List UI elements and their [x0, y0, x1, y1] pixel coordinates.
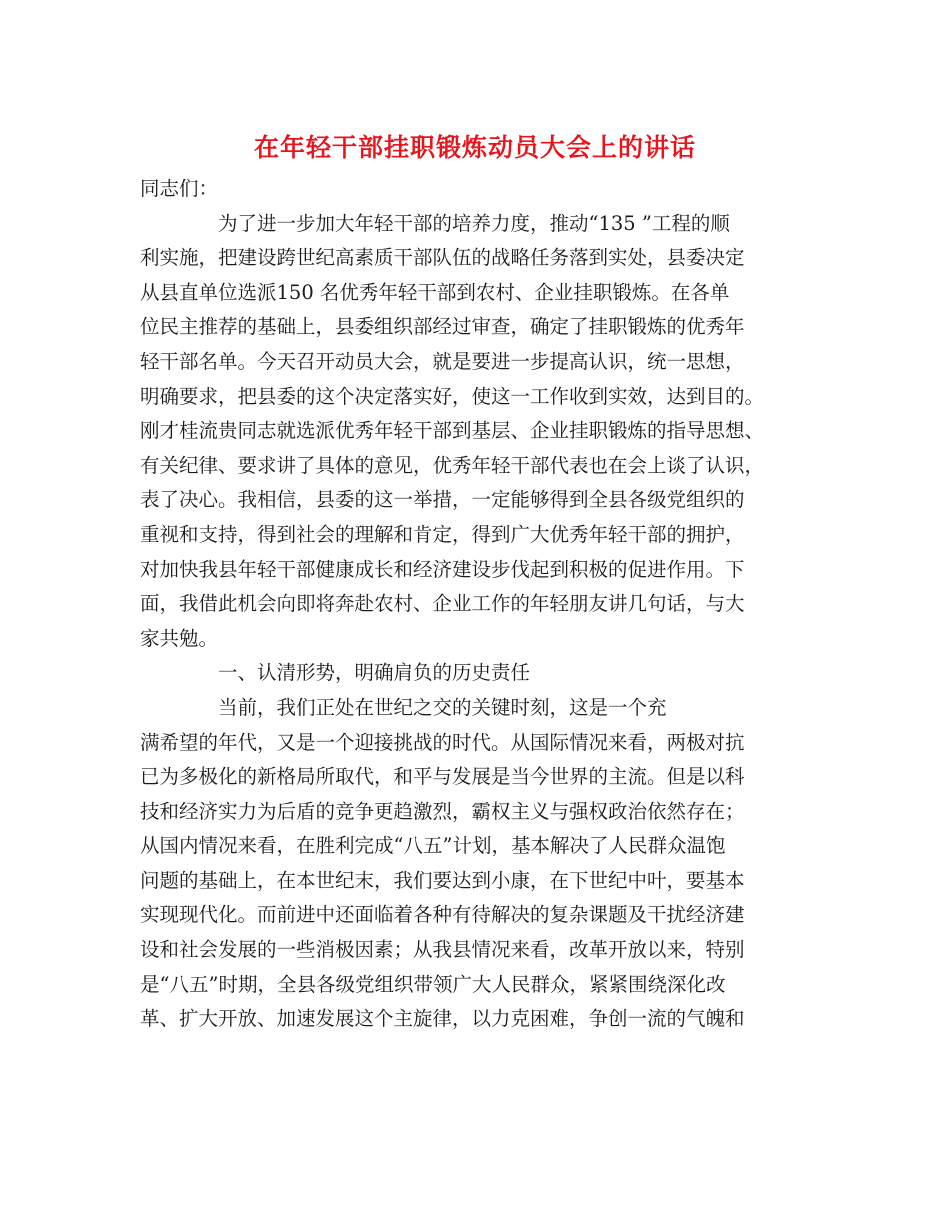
paragraph-line: 设和社会发展的一些消极因素；从我县情况来看，改革开放以来，特别 [140, 938, 745, 962]
section-heading: 一、认清形势，明确肩负的历史责任 [218, 661, 531, 685]
paragraph-line: 从县直单位选派150 名优秀年轻干部到农村、企业挂职锻炼。在各单 [140, 280, 730, 304]
document-title: 在年轻干部挂职锻炼动员大会上的讲话 [253, 133, 696, 162]
paragraph-line: 是“八五”时期，全县各级党组织带领广大人民群众，紧紧围绕深化改 [140, 972, 726, 996]
paragraph-line: 轻干部名单。今天召开动员大会，就是要进一步提高认识，统一思想， [140, 349, 745, 373]
paragraph-line: 表了决心。我相信，县委的这一举措，一定能够得到全县各级党组织的 [140, 488, 745, 512]
salutation-line: 同志们： [140, 177, 219, 200]
paragraph-line: 满希望的年代，又是一个迎接挑战的时代。从国际情况来看，两极对抗 [140, 730, 745, 754]
paragraph-line: 有关纪律、要求讲了具体的意见，优秀年轻干部代表也在会上谈了认识， [140, 453, 765, 477]
paragraph-line: 重视和支持，得到社会的理解和肯定，得到广大优秀年轻干部的拥护， [140, 522, 745, 546]
paragraph-line: 已为多极化的新格局所取代，和平与发展是当今世界的主流。但是以科 [140, 765, 745, 789]
paragraph-line: 当前，我们正处在世纪之交的关键时刻，这是一个充 [218, 695, 667, 719]
paragraph-line: 为了进一步加大年轻干部的培养力度，推动“135 ”工程的顺 [218, 211, 730, 235]
paragraph-line: 从国内情况来看，在胜利完成“八五”计划，基本解决了人民群众温饱 [140, 834, 726, 858]
paragraph-line: 明确要求，把县委的这个决定落实好，使这一工作收到实效，达到目的。 [140, 384, 765, 408]
paragraph-line: 技和经济实力为后盾的竞争更趋激烈，霸权主义与强权政治依然存在； [140, 799, 745, 823]
paragraph-line: 位民主推荐的基础上，县委组织部经过审查，确定了挂职锻炼的优秀年 [140, 315, 745, 339]
paragraph-line: 革、扩大开放、加速发展这个主旋律，以力克困难，争创一流的气魄和 [140, 1007, 745, 1031]
paragraph-line: 利实施，把建设跨世纪高素质干部队伍的战略任务落到实处，县委决定 [140, 246, 745, 270]
paragraph-line: 刚才桂流贵同志就选派优秀年轻干部到基层、企业挂职锻炼的指导思想、 [140, 419, 765, 443]
paragraph-line: 实现现代化。而前进中还面临着各种有待解决的复杂课题及干扰经济建 [140, 903, 745, 927]
paragraph-line: 面，我借此机会向即将奔赴农村、企业工作的年轻朋友讲几句话，与大 [140, 592, 745, 616]
paragraph-line: 家共勉。 [140, 626, 219, 650]
document-body [140, 172, 830, 1037]
paragraph-line: 问题的基础上，在本世纪末，我们要达到小康，在下世纪中叶，要基本 [140, 868, 745, 892]
paragraph-line: 对加快我县年轻干部健康成长和经济建设步伐起到积极的促进作用。下 [140, 557, 745, 581]
